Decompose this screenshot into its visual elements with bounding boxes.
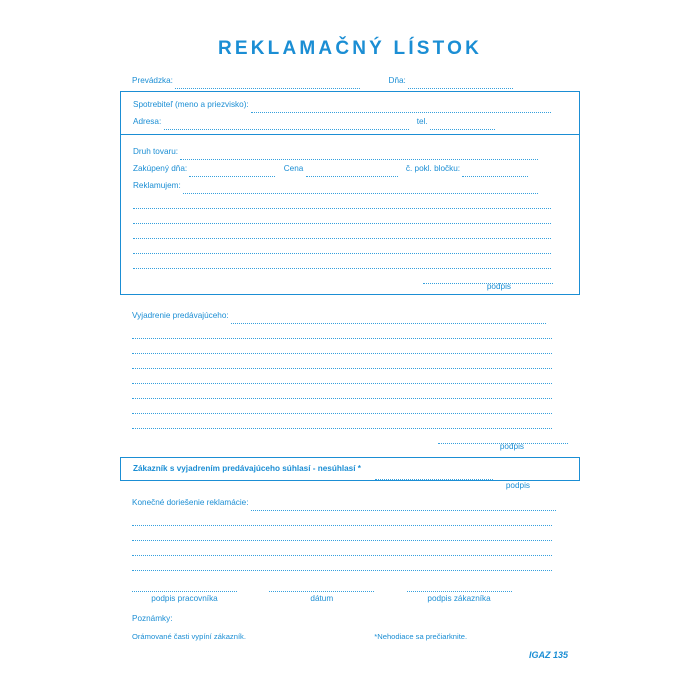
footer-right-note: *Nehodiace sa prečiarknite. — [374, 632, 468, 641]
prevadzka-input[interactable] — [175, 77, 360, 89]
vyjadrenie-line-input[interactable] — [132, 342, 552, 354]
konecne-label: Konečné doriešenie reklamácie: — [132, 498, 249, 507]
agreement-podpis-label: podpis — [505, 481, 530, 490]
seller-signature-row — [132, 429, 568, 444]
zakupeny-dna-input[interactable] — [189, 165, 275, 177]
footer-left-note: Orámované časti vypíní zákazník. — [132, 632, 246, 641]
vyjadrenie-line — [132, 339, 568, 354]
vyjadrenie-line-input[interactable] — [132, 417, 552, 429]
vyjadrenie-line — [132, 399, 568, 414]
claim-box — [120, 135, 580, 295]
vyjadrenie-line — [132, 384, 568, 399]
footer — [132, 630, 568, 660]
vyjadrenie-line-input[interactable] — [132, 372, 552, 384]
claim-podpis-label: podpis — [486, 282, 511, 291]
druh-tovaru-label: Druh tovaru: — [133, 147, 179, 156]
dna-input[interactable] — [408, 77, 513, 89]
worker-signature-input[interactable] — [132, 580, 237, 592]
cena-label: Cena — [283, 164, 304, 173]
vyjadrenie-line — [132, 354, 568, 369]
reklamujem-line-input[interactable] — [133, 257, 551, 269]
konecne-line — [132, 556, 568, 571]
zakupeny-dna-label: Zakúpený dňa: — [133, 164, 188, 173]
reklamujem-line-input[interactable] — [133, 212, 551, 224]
reklamujem-line — [133, 254, 569, 269]
spotrebitel-input[interactable] — [251, 101, 551, 113]
reklamujem-line — [133, 194, 569, 209]
vyjadrenie-row — [132, 307, 568, 324]
cena-input[interactable] — [306, 165, 398, 177]
customer-box — [120, 91, 580, 135]
signature-line-row — [132, 577, 568, 592]
agreement-signature-input[interactable] — [375, 468, 493, 480]
spotrebitel-label: Spotrebiteľ (meno a priezvisko): — [133, 100, 249, 109]
reklamujem-line — [133, 239, 569, 254]
seller-signature-input[interactable] — [438, 432, 568, 444]
agreement-row — [121, 458, 579, 480]
adresa-input[interactable] — [164, 118, 409, 130]
vyjadrenie-label: Vyjadrenie predávajúceho: — [132, 311, 229, 320]
reklamujem-line-input[interactable] — [133, 242, 551, 254]
vyjadrenie-line — [132, 324, 568, 339]
footer-notes-row — [132, 630, 568, 644]
reklamujem-line — [133, 224, 569, 239]
konecne-line-input[interactable] — [132, 514, 552, 526]
seller-podpis-label: podpis — [499, 442, 524, 451]
poznamky-row — [132, 610, 568, 627]
form-code: IGAZ 135 — [528, 650, 568, 660]
reklamujem-input[interactable] — [183, 182, 538, 194]
konecne-row — [132, 494, 568, 511]
druh-tovaru-input[interactable] — [180, 148, 538, 160]
vyjadrenie-line-input[interactable] — [132, 357, 552, 369]
vyjadrenie-line — [132, 414, 568, 429]
agreement-box — [120, 457, 580, 481]
konecne-line — [132, 541, 568, 556]
seller-section — [120, 307, 580, 451]
claim-signature-row — [133, 269, 569, 284]
vyjadrenie-line-input[interactable] — [132, 402, 552, 414]
vyjadrenie-line-input[interactable] — [132, 387, 552, 399]
customer-signature-input[interactable] — [407, 580, 512, 592]
tel-label: tel. — [416, 117, 428, 126]
header-row — [120, 72, 580, 89]
konecne-line — [132, 526, 568, 541]
adresa-row — [133, 113, 569, 130]
date-input[interactable] — [269, 580, 374, 592]
poznamky-label: Poznámky: — [132, 614, 173, 623]
adresa-label: Adresa: — [133, 117, 162, 126]
sign-worker-label: podpis pracovníka — [151, 594, 218, 603]
prevadzka-label: Prevádzka: — [132, 76, 173, 85]
konecne-line-input[interactable] — [132, 559, 552, 571]
page-title: REKLAMAČNÝ LÍSTOK — [217, 38, 483, 59]
cislo-blocku-label: č. pokl. bločku: — [405, 164, 461, 173]
reklamujem-line-input[interactable] — [133, 197, 551, 209]
vyjadrenie-line-input[interactable] — [132, 327, 552, 339]
signature-caption-row — [132, 592, 568, 606]
konecne-input[interactable] — [251, 499, 556, 511]
tel-input[interactable] — [430, 118, 495, 130]
konecne-line-input[interactable] — [132, 529, 552, 541]
vyjadrenie-line — [132, 369, 568, 384]
spotrebitel-row — [133, 96, 569, 113]
zakupeny-dna-row — [133, 160, 569, 177]
reklamujem-label: Reklamujem: — [133, 181, 181, 190]
konecne-line-input[interactable] — [132, 544, 552, 556]
druh-tovaru-row — [133, 143, 569, 160]
agreement-text: Zákazník s vyjadrením predávajúceho súhlasí - nesúhlasí * — [133, 464, 361, 473]
form-sheet — [120, 30, 580, 670]
konecne-line — [132, 511, 568, 526]
claim-signature-input[interactable] — [423, 272, 553, 284]
sign-customer-label: podpis zákazníka — [427, 594, 491, 603]
final-section — [120, 494, 580, 627]
reklamujem-line-input[interactable] — [133, 227, 551, 239]
vyjadrenie-input[interactable] — [231, 312, 546, 324]
sign-date-label: dátum — [310, 594, 334, 603]
reklamujem-row — [133, 177, 569, 194]
dna-label: Dňa: — [388, 76, 406, 85]
cislo-blocku-input[interactable] — [462, 165, 528, 177]
reklamujem-line — [133, 209, 569, 224]
